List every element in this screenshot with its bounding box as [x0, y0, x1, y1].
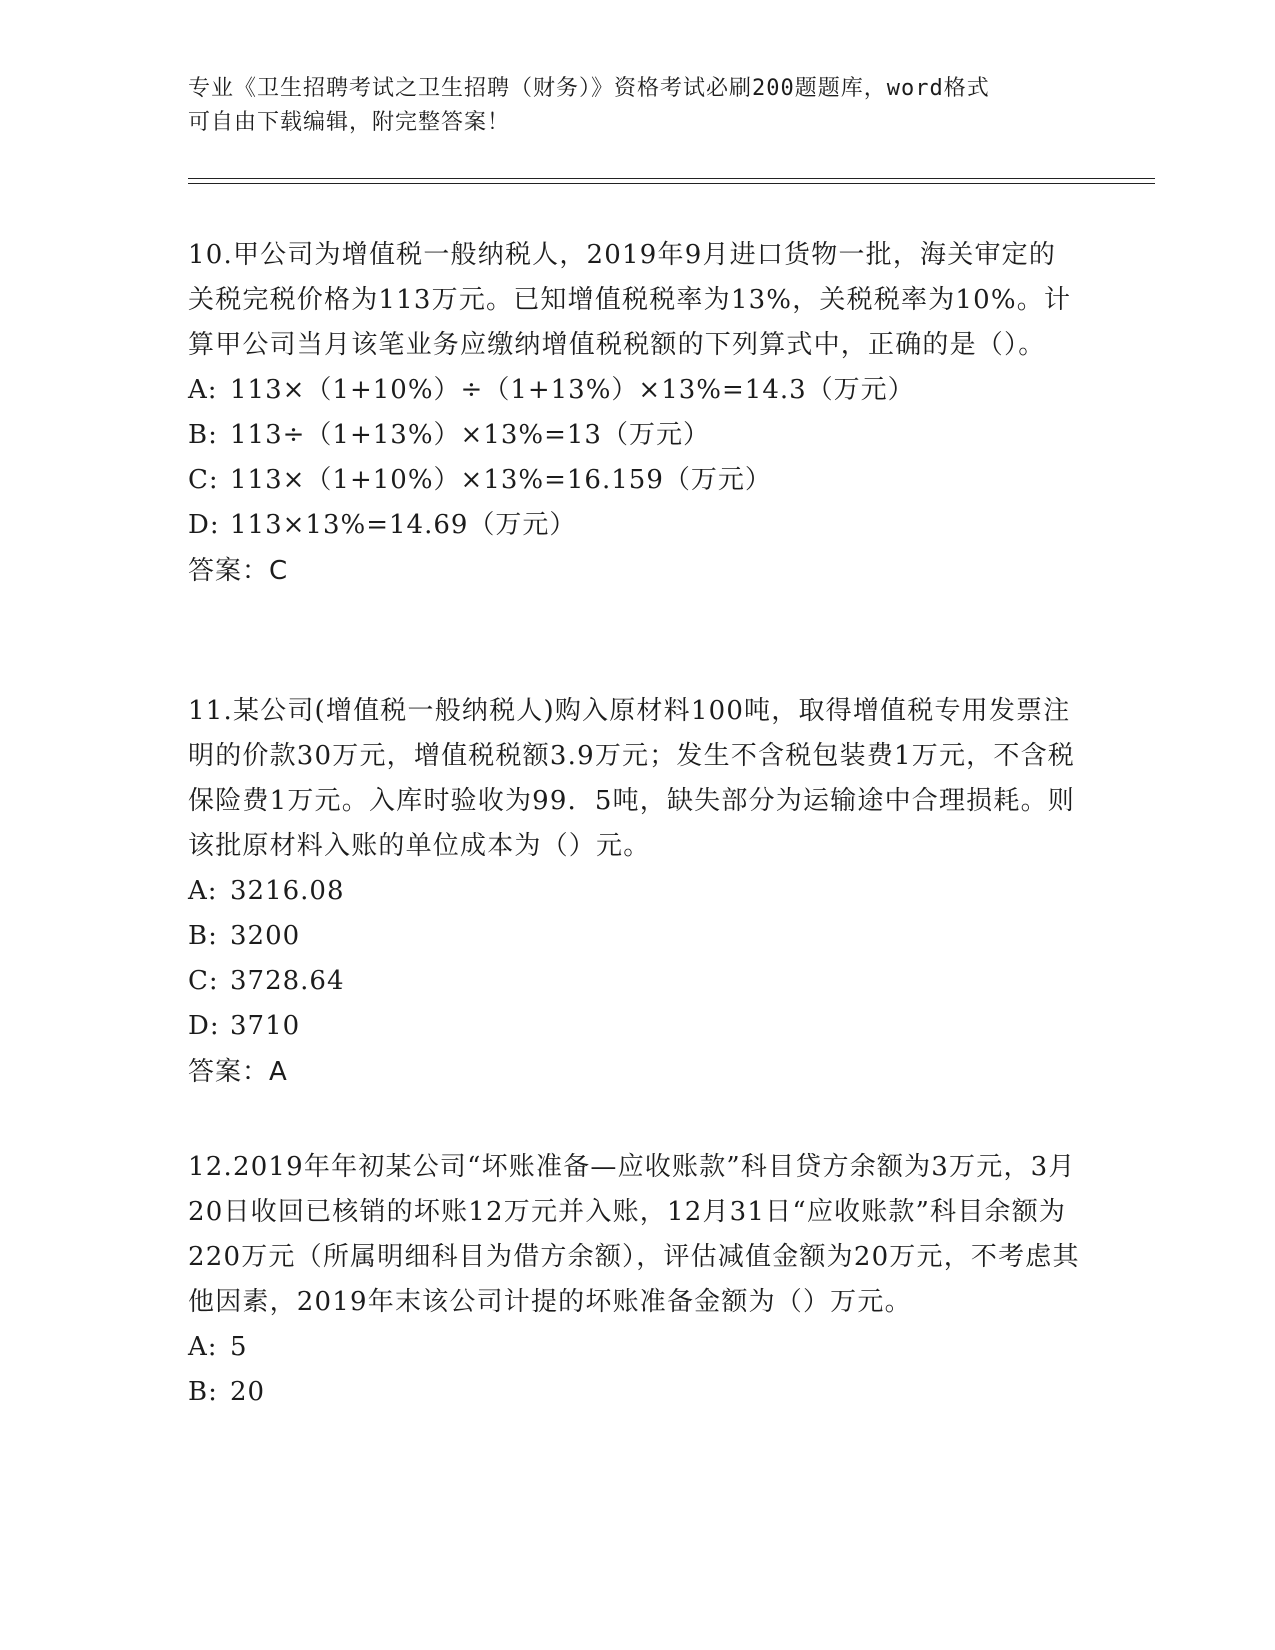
option-a	[188, 1325, 1083, 1370]
option-label: D:	[188, 1011, 220, 1041]
option-label: C:	[188, 966, 219, 996]
option-c	[188, 458, 1083, 503]
option-a	[188, 368, 1083, 413]
option-text: 3728.64	[230, 966, 345, 996]
option-text: 113×（1+10%）×13%=16.159（万元）	[230, 465, 772, 495]
option-c	[188, 959, 1083, 1004]
question-text: 12.2019年年初某公司“坏账准备—应收账款”科目贷方余额为3万元，3月20日收回已核销的坏账12万元并入账，12月31日“应收账款”科目余额为220万元（所属明细科目为借方余额），评估减值金额为20万元，不考虑其他因素，2019年末该公司计提的坏账准备金额为（）万元。	[188, 1152, 1080, 1317]
option-text: 113×（1+10%）÷（1+13%）×13%=14.3（万元）	[230, 375, 915, 405]
option-b	[188, 413, 1083, 458]
option-d	[188, 503, 1083, 548]
header-divider-top	[188, 178, 1155, 179]
question-text: 10.甲公司为增值税一般纳税人，2019年9月进口货物一批，海关审定的关税完税价格为113万元。已知增值税税率为13%，关税税率为10%。计算甲公司当月该笔业务应缴纳增值税税额的下列算式中，正确的是（）。	[188, 240, 1072, 360]
document-header	[188, 72, 1068, 140]
option-b	[188, 1370, 1083, 1415]
option-label: B:	[188, 921, 218, 951]
option-label: B:	[188, 1377, 218, 1407]
option-label: A:	[188, 876, 218, 906]
header-line-2: 可自由下载编辑，附完整答案！	[188, 110, 511, 135]
question-12	[188, 1145, 1083, 1415]
header-divider-bottom	[188, 183, 1155, 184]
option-text: 3710	[230, 1011, 301, 1041]
option-label: A:	[188, 375, 218, 405]
question-11	[188, 689, 1083, 1095]
question-10	[188, 233, 1083, 594]
option-text: 5	[230, 1332, 248, 1362]
option-label: C:	[188, 465, 219, 495]
option-label: A:	[188, 1332, 218, 1362]
question-text: 11.某公司(增值税一般纳税人)购入原材料100吨，取得增值税专用发票注明的价款30万元，增值税税额3.9万元；发生不含税包装费1万元，不含税保险费1万元。入库时验收为99．5吨，缺失部分为运输途中合理损耗。则该批原材料入账的单位成本为（）元。	[188, 696, 1075, 861]
answer-line: 答案：A	[188, 1057, 288, 1087]
option-d	[188, 1004, 1083, 1049]
option-label: D:	[188, 510, 220, 540]
option-text: 113÷（1+13%）×13%=13（万元）	[230, 420, 710, 450]
answer-line: 答案：C	[188, 556, 289, 586]
header-line-1: 专业《卫生招聘考试之卫生招聘（财务）》资格考试必刷200题题库，word格式	[188, 76, 990, 101]
option-a	[188, 869, 1083, 914]
option-text: 3200	[230, 921, 301, 951]
option-text: 20	[230, 1377, 266, 1407]
option-text: 113×13%=14.69（万元）	[230, 510, 577, 540]
option-b	[188, 914, 1083, 959]
option-text: 3216.08	[230, 876, 345, 906]
option-label: B:	[188, 420, 218, 450]
